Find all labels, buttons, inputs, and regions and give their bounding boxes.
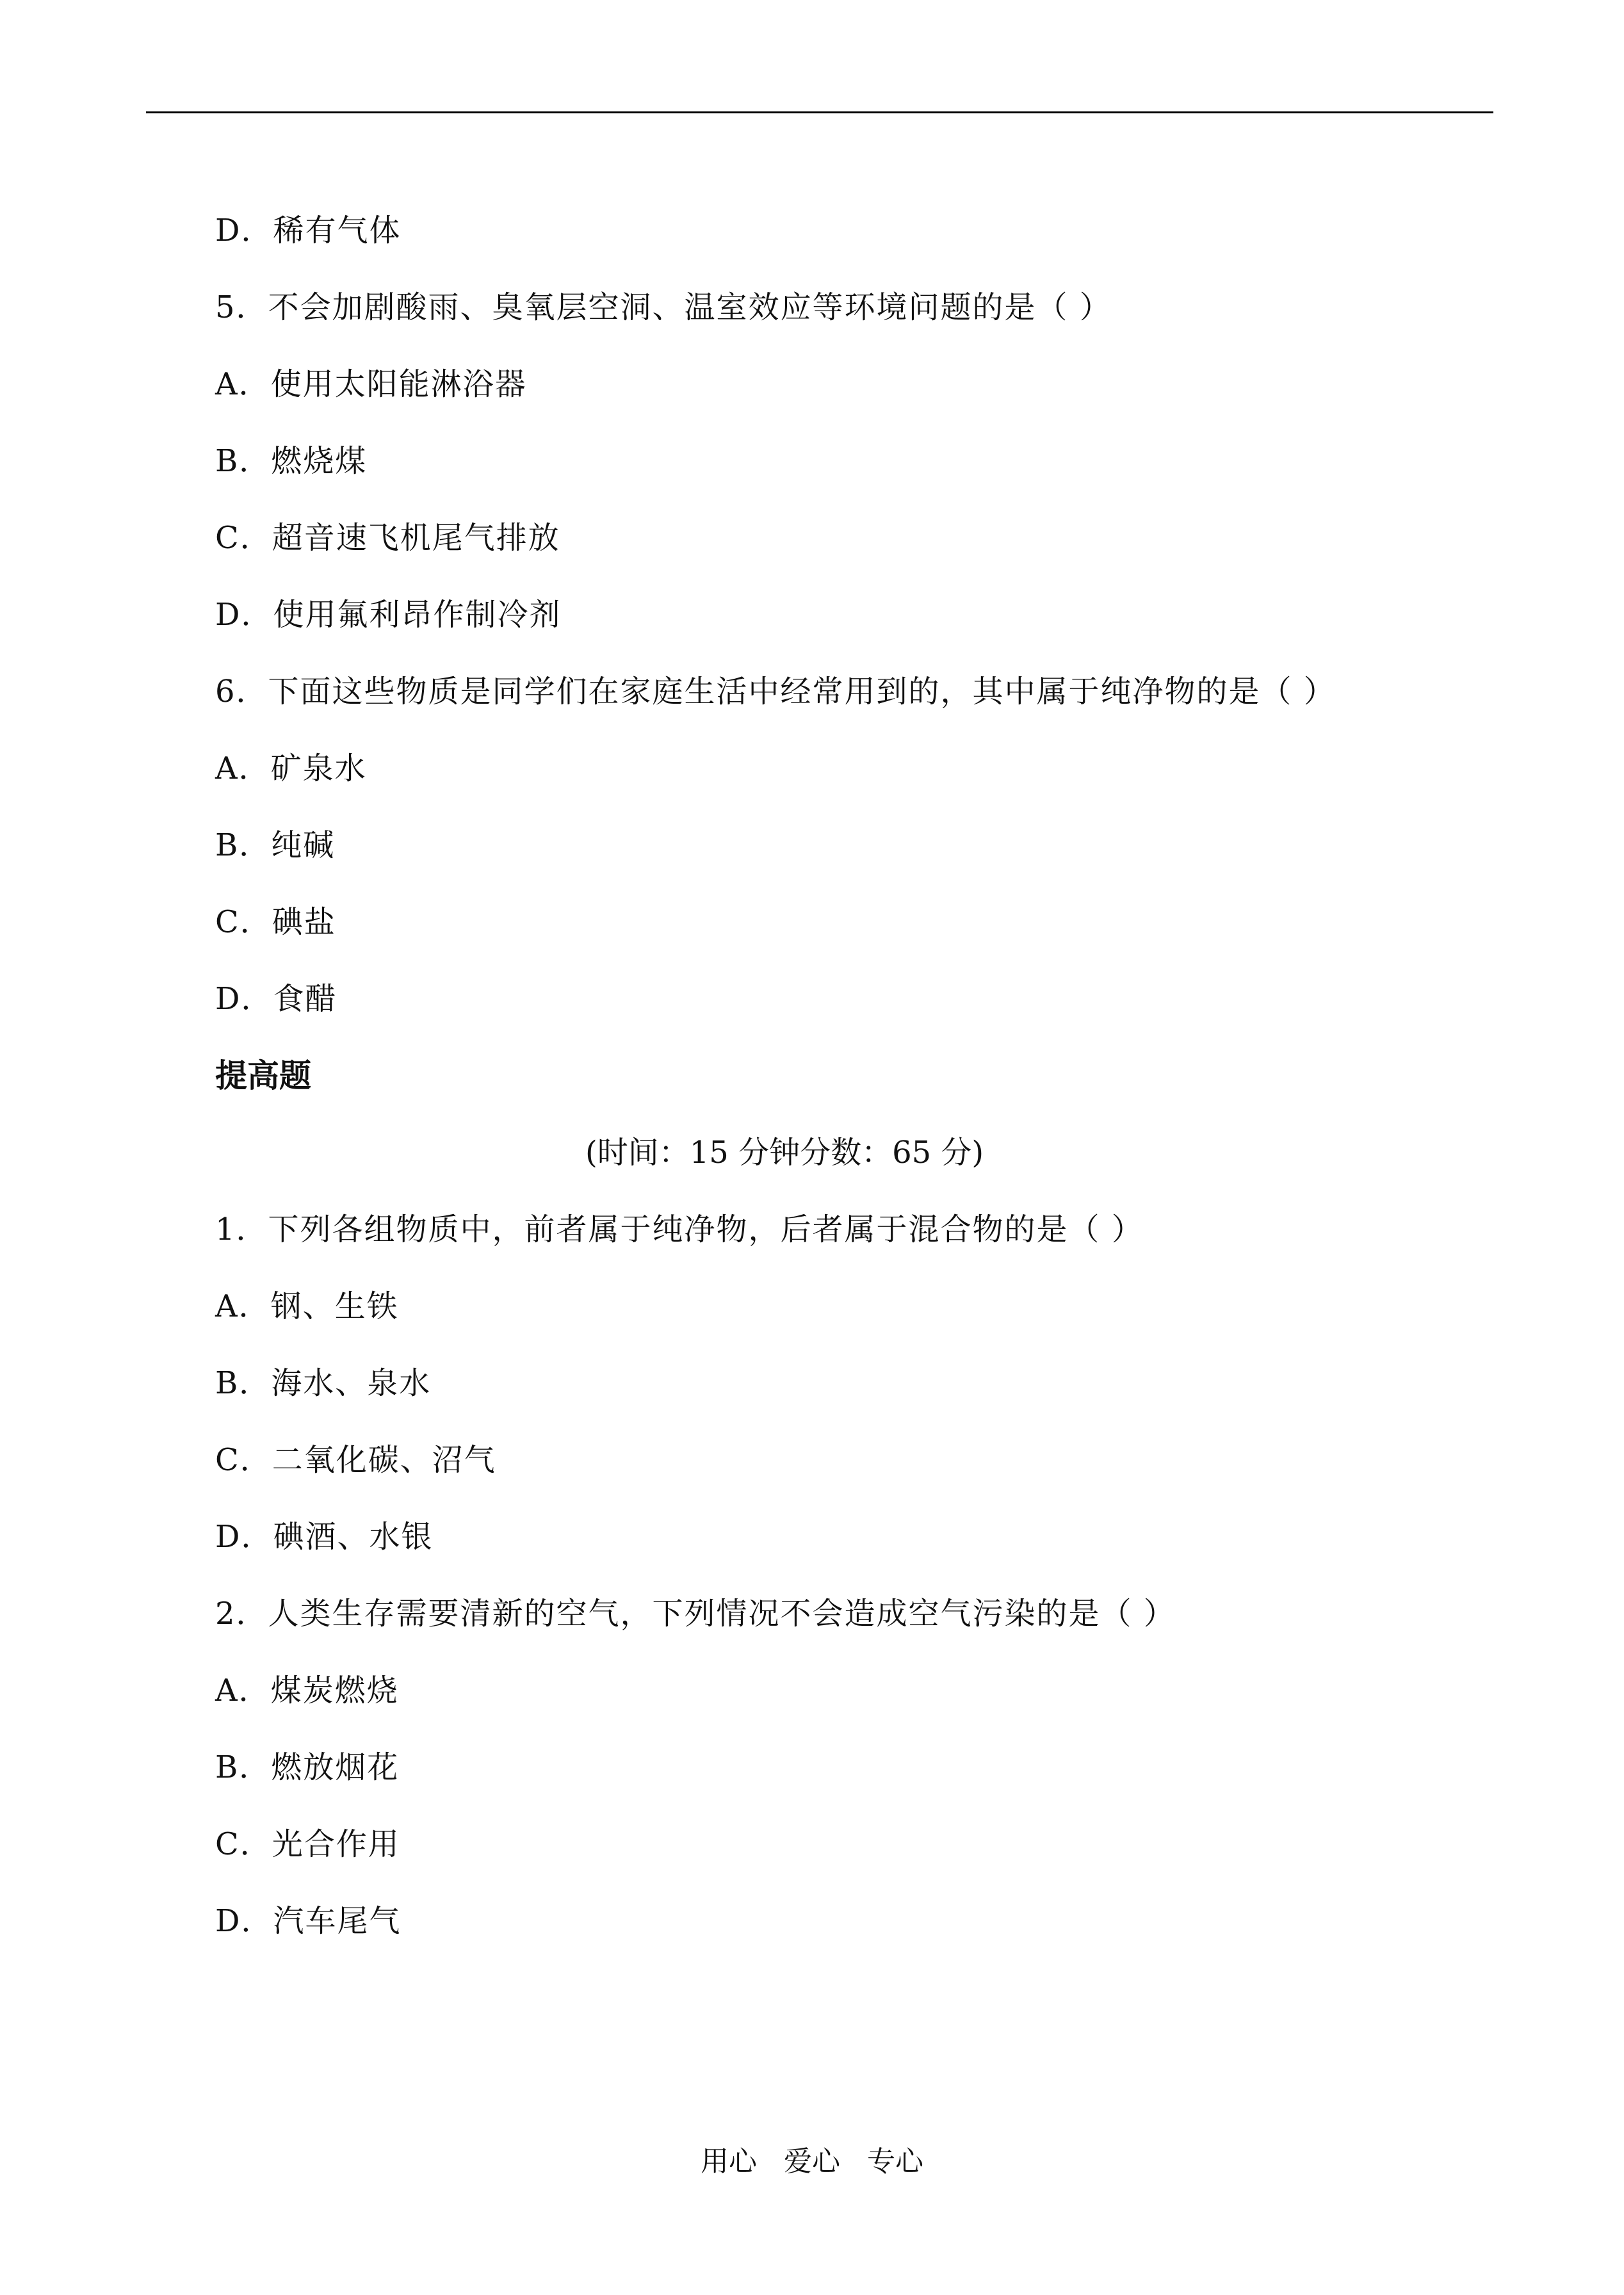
option-line: D．食醋 [215,981,337,1017]
option-line: A．使用太阳能淋浴器 [215,366,527,402]
question-line: 6．下面这些物质是同学们在家庭生活中经常用到的，其中属于纯净物的是（ ） [215,674,1336,710]
page-content [215,205,1432,1972]
option-line: B．燃烧煤 [215,443,368,479]
option-line: A．煤炭燃烧 [215,1673,399,1708]
option-line: A．钢、生铁 [215,1288,399,1324]
option-line: C．超音速飞机尾气排放 [215,520,560,556]
option-line: B．海水、泉水 [215,1365,432,1401]
option-line: B．燃放烟花 [215,1749,400,1785]
question-line: 5．不会加剧酸雨、臭氧层空洞、温室效应等环境问题的是（ ） [215,289,1112,325]
option-line: C．二氧化碳、沼气 [215,1442,496,1478]
header-rule [146,111,1493,113]
option-line: B．纯碱 [215,827,336,863]
question-line: 1．下列各组物质中，前者属于纯净物，后者属于混合物的是（ ） [215,1212,1144,1247]
option-line: D．汽车尾气 [215,1903,402,1939]
option-line: D．碘酒、水银 [215,1519,434,1555]
option-line: C．光合作用 [215,1826,400,1862]
option-line: C．碘盐 [215,904,336,940]
section-title: 提高题 [215,1057,311,1094]
time-score-info: (时间：15 分钟分数：65 分) [585,1135,984,1171]
option-line: D．使用氟利昂作制冷剂 [215,597,562,633]
option-line: D．稀有气体 [215,213,402,248]
page-footer: 用心 爱心 专心 [701,2145,923,2178]
question-line: 2．人类生存需要清新的空气，下列情况不会造成空气污染的是（ ） [215,1596,1176,1632]
option-line: A．矿泉水 [215,750,367,786]
